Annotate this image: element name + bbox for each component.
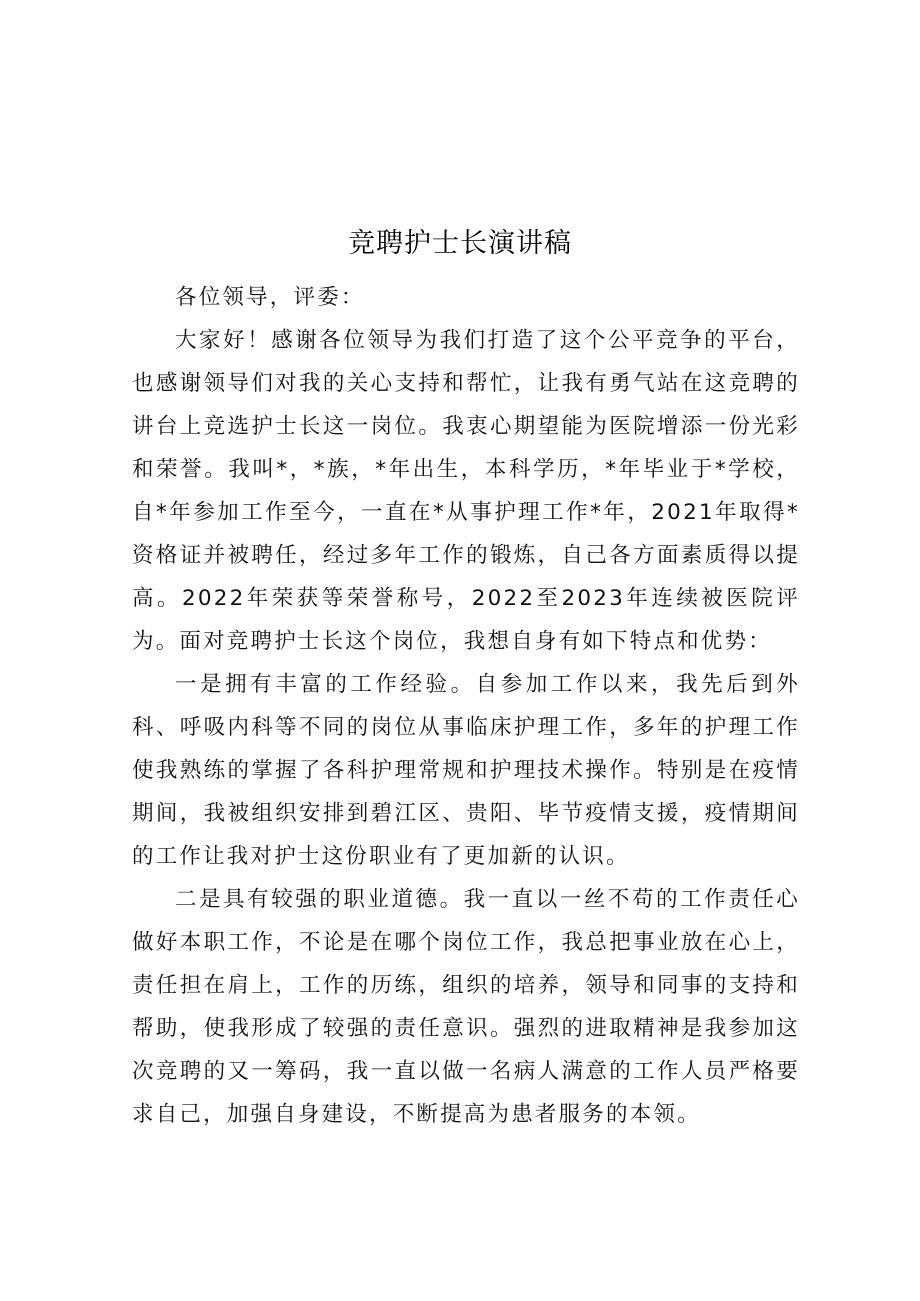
- salutation: 各位领导，评委：: [175, 285, 365, 310]
- document-body: [132, 276, 800, 1136]
- paragraph-ethics: 二是具有较强的职业道德。我一直以一丝不苟的工作责任心做好本职工作，不论是在哪个岗位工作，我总把事业放在心上，责任担在肩上，工作的历练，组织的培养，领导和同事的支持和帮助，使我形成了较强的责任意识。强烈的进取精神是我参加这次竞聘的又一筹码，我一直以做一名病人满意的工作人员严格要求自己，加强自身建设，不断提高为患者服务的本领。: [132, 887, 800, 1127]
- document-title: 竞聘护士长演讲稿: [348, 228, 572, 259]
- paragraph-experience: 一是拥有丰富的工作经验。自参加工作以来，我先后到外科、呼吸内科等不同的岗位从事临床护理工作，多年的护理工作使我熟练的掌握了各科护理常规和护理技术操作。特别是在疫情期间，我被组织安排到碧江区、贵阳、毕节疫情支援，疫情期间的工作让我对护士这份职业有了更加新的认识。: [132, 672, 800, 869]
- paragraph-intro: 大家好！感谢各位领导为我们打造了这个公平竞争的平台，也感谢领导们对我的关心支持和帮忙，让我有勇气站在这竞聘的讲台上竞选护士长这一岗位。我衷心期望能为医院增添一份光彩和荣誉。我叫*，*族，*年出生，本科学历，*年毕业于*学校，自*年参加工作至今，一直在*从事护理工作*年，2021年取得*资格证并被聘任，经过多年工作的锻炼，自己各方面素质得以提高。2022年荣获等荣誉称号，2022至2023年连续被医院评为。面对竞聘护士长这个岗位，我想自身有如下特点和优势：: [132, 328, 800, 654]
